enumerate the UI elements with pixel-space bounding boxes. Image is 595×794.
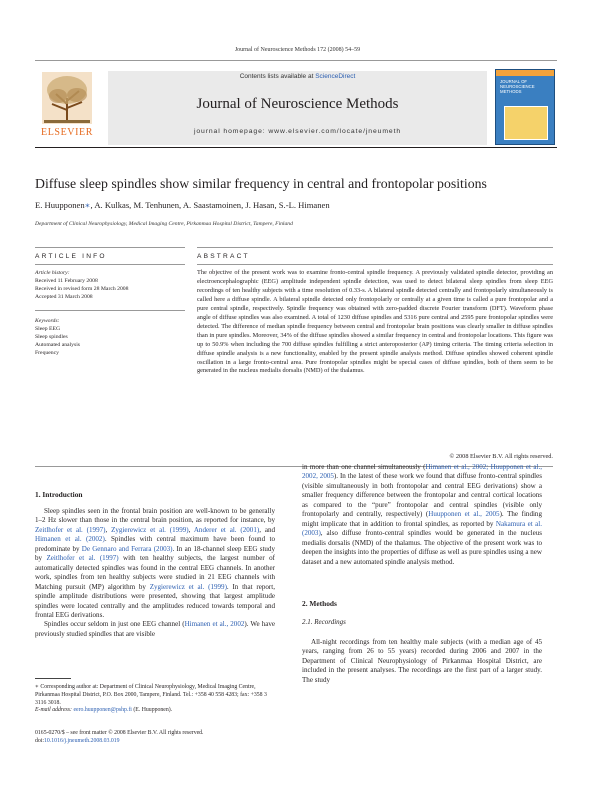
homepage-url-link[interactable]: www.elsevier.com/locate/jneumeth	[268, 128, 402, 135]
recordings-column	[302, 638, 542, 685]
keywords-rule	[35, 310, 185, 311]
journal-cover-thumbnail	[495, 69, 555, 145]
citation-link[interactable]: Anderer et al. (2001)	[193, 525, 260, 534]
homepage-prefix: journal homepage:	[193, 128, 269, 135]
header-top-divider	[35, 60, 557, 61]
citation-link[interactable]: Zeitlhofer et al. (1997)	[46, 554, 119, 563]
cover-title	[500, 79, 535, 94]
right-column	[302, 463, 542, 567]
email-label: E-mail address:	[35, 707, 74, 714]
journal-homepage	[108, 128, 487, 135]
history-accepted: Accepted 31 March 2008	[35, 293, 93, 300]
info-header-rule	[35, 264, 185, 265]
keyword-item: Sleep spindles	[35, 333, 68, 340]
keyword-item: Frequency	[35, 349, 60, 356]
other-authors: , A. Kulkas, M. Tenhunen, A. Saastamoinen, J. Hasan, S.-L. Himanen	[90, 200, 330, 210]
history-revised: Received in revised form 28 March 2008	[35, 285, 129, 292]
article-title: Diffuse sleep spindles show similar frequency in central and frontopolar positions	[35, 176, 487, 191]
contents-prefix: Contents lists available at	[239, 73, 316, 80]
abstract-copyright: © 2008 Elsevier B.V. All rights reserved.	[449, 453, 553, 460]
citation-link[interactable]: Himanen et al. (2002)	[35, 535, 105, 544]
cover-image	[504, 106, 548, 140]
header-bottom-rule	[35, 147, 557, 148]
citation-link[interactable]: Huupponen et al., 2005	[428, 510, 500, 519]
elsevier-tree-logo	[34, 70, 100, 132]
citation-link[interactable]: Zeitlhofer et al. (1997)	[35, 525, 106, 534]
article-history	[35, 270, 185, 302]
author-list	[35, 200, 560, 211]
keywords	[35, 318, 185, 358]
cover-band	[496, 70, 555, 76]
corresponding-author-note: ∗ Corresponding author at: Department of Clinical Neurophysiology, Medical Imaging Centre, Pirkanmaa Hospital District, P.O. Box 2000, Tampere, Finland. Tel.: +358 40 558 4283; fax: +358 3 3116 3018.	[35, 684, 267, 706]
keyword-item: Automated analysis	[35, 341, 81, 348]
citation-link[interactable]: Himanen et al., 2002; Huupponen et al., 2002, 2005	[302, 463, 542, 481]
left-column	[35, 507, 275, 639]
abstract-text: The objective of the present work was to examine fronto-central spindle frequency. A previously validated spindle detector, providing an electroencephalographic (EEG) amplitude independent spindle detection, was used to detect bilateral sleep spindles from sleep EEG recordings of ten healthy subjects with a time resolution of 0.33-s. A bilateral spindle detected centrally and frontopolarly simultaneously is called here a diffuse spindle. A bilateral spindle detected only frontopolarly or centrally at a given time is called a pure frontopolar and a pure central spindle, respectively. Spindle frequency was obtained with zero-padded discrete Fourier transform (DFT). Waveform phase angle of diffuse spindles was also examined. A total of 1230 diffuse spindles and 5316 pure central and 2595 pure frontopolar spindles were detected. The difference of median spindle frequency between central and frontopolar brain positions was clearly smaller in diffuse spindles than in pure spindles. Moreover, 34% of the diffuse spindles showed a similar frequency in central and frontopolar locations. This figure was up to 50.9% when including the 700 diffuse spindles fulfilling a strict anteroposterior (AP) timing criteria. The timing criteria selection in diffuse spindle analysis is a new functionality, enabled by the present spindle analysis method. Diffuse spindles showed coherent spindle oscillation in a large fronto-central area. Pure frontopolar spindles might be special cases of diffuse spindles, both of them seem to be generated in the nucleus medialis dorsalis (NMD) of the thalamus.	[197, 269, 553, 375]
citation-link[interactable]: Zygierewicz et al. (1999)	[149, 582, 227, 591]
issn-line: 0165-0270/$ – see front matter © 2008 Elsevier B.V. All rights reserved.	[35, 730, 204, 736]
intro-paragraph-3: in more than one channel simultaneously (Himanen et al., 2002; Huupponen et al., 2002, 2005). In the latest of these work we found that diffuse fronto-central spindles (visible simultaneously in both frontopolar and central EEG derivations) show a smaller frequency difference between the frontopolar and central cortical locations as compared to the “pure” frontopolar and central spindles (visible only frontopolarly and centrally, respectively) (Huupponen et al., 2005). The finding might implicate that in addition to frontal spindles, as reported by Nakamura et al. (2003), also diffuse fronto-central spindles would be generated in the nucleus medialis dorsalis (NMD) of the thalamus. The objective of the present work was to deepen the insights into the properties of diffuse as well as pure spindles using a new dataset and a new automated spindle analysis method.	[302, 463, 543, 566]
publisher-name: ELSEVIER	[40, 127, 94, 138]
abstract-header-rule	[197, 264, 553, 265]
keyword-item: Sleep EEG	[35, 325, 61, 332]
doi-line	[35, 738, 275, 746]
first-author: E. Huupponen	[35, 200, 85, 210]
history-received: Received 11 February 2008	[35, 277, 98, 284]
info-top-rule	[35, 247, 185, 248]
front-matter-meta	[35, 730, 275, 746]
citation-link[interactable]: De Gennaro and Ferrara (2003)	[81, 544, 173, 553]
history-label: Article history:	[35, 270, 70, 276]
abstract-top-rule	[197, 247, 553, 248]
journal-title: Journal of Neuroscience Methods	[196, 96, 399, 112]
citation-link[interactable]: Zygierewicz et al. (1999)	[111, 525, 189, 534]
email-suffix: (E. Huupponen).	[131, 707, 173, 714]
section-1-heading: 1. Introduction	[35, 490, 83, 499]
intro-paragraph-1: Sleep spindles seen in the frontal brain position are well-known to be generally 1–2 Hz slower than those in the central brain position, as reported for instance, by Zeitlhofer et al. (1997), Zygierewicz et al. (1999), Anderer et al. (2001), and Himanen et al. (2002). Spindles with central maximum have been found to predominate by De Gennaro and Ferrara (2003). In an 18-channel sleep EEG study by Zeitlhofer et al. (1997) with ten healthy subjects, the largest number of automatically detected spindles was found in the central EEG channels. In another work, spindles from ten healthy subjects were studied in 21 EEG channels with Matching pursuit (MP) algorithm by Zygierewicz et al. (1999). In that report, spindle amplitude distributions were presented, showing that largest amplitude spindles were located centrally and the amplitudes reduced towards temporal and frontal EEG derivations.	[35, 507, 275, 619]
cover-line: JOURNAL OF	[500, 79, 528, 84]
email-link[interactable]: eero.huupponen@pshp.fi	[73, 707, 132, 714]
citation-link[interactable]: Himanen et al., 2002	[184, 620, 245, 629]
email-line	[35, 707, 275, 715]
footnote	[35, 684, 275, 715]
intro-paragraph-2: Spindles occur seldom in just one EEG channel (Himanen et al., 2002). We have previously studied spindles that are visible	[35, 620, 275, 638]
citation-link[interactable]: Nakamura et al. (2003)	[302, 519, 542, 538]
doi-link[interactable]: 10.1016/j.jneumeth.2008.03.019	[44, 737, 120, 744]
recordings-paragraph: All-night recordings from ten healthy male subjects (with a median age of 45 years, ranging from 26 to 55 years) recorded during 2006 and 2007 in the Department of Clinical Neurophysiology of Pirkanmaa Hospital District, are included in the present analyses. The recordings are the first part of a larger study. The study	[302, 638, 542, 684]
subsection-2-1-heading: 2.1. Recordings	[302, 618, 346, 626]
cover-line: NEUROSCIENCE	[500, 84, 535, 89]
cover-line: METHODS	[500, 89, 522, 94]
sciencedirect-link[interactable]: ScienceDirect	[315, 73, 356, 80]
abstract-heading: ABSTRACT	[197, 253, 250, 260]
footnote-rule	[35, 678, 71, 679]
article-info-heading: ARTICLE INFO	[35, 253, 107, 260]
keywords-label: Keywords:	[35, 318, 60, 324]
section-2-heading: 2. Methods	[302, 599, 337, 608]
journal-reference: Journal of Neuroscience Methods 172 (2008) 54–59	[234, 47, 361, 53]
affiliation: Department of Clinical Neurophysiology, Medical Imaging Centre, Pirkanmaa Hospital District, Tampere, Finland	[35, 221, 293, 227]
contents-line	[108, 73, 487, 80]
doi-prefix: doi:	[35, 737, 45, 744]
corresponding-author-link[interactable]: ∗	[84, 200, 91, 210]
